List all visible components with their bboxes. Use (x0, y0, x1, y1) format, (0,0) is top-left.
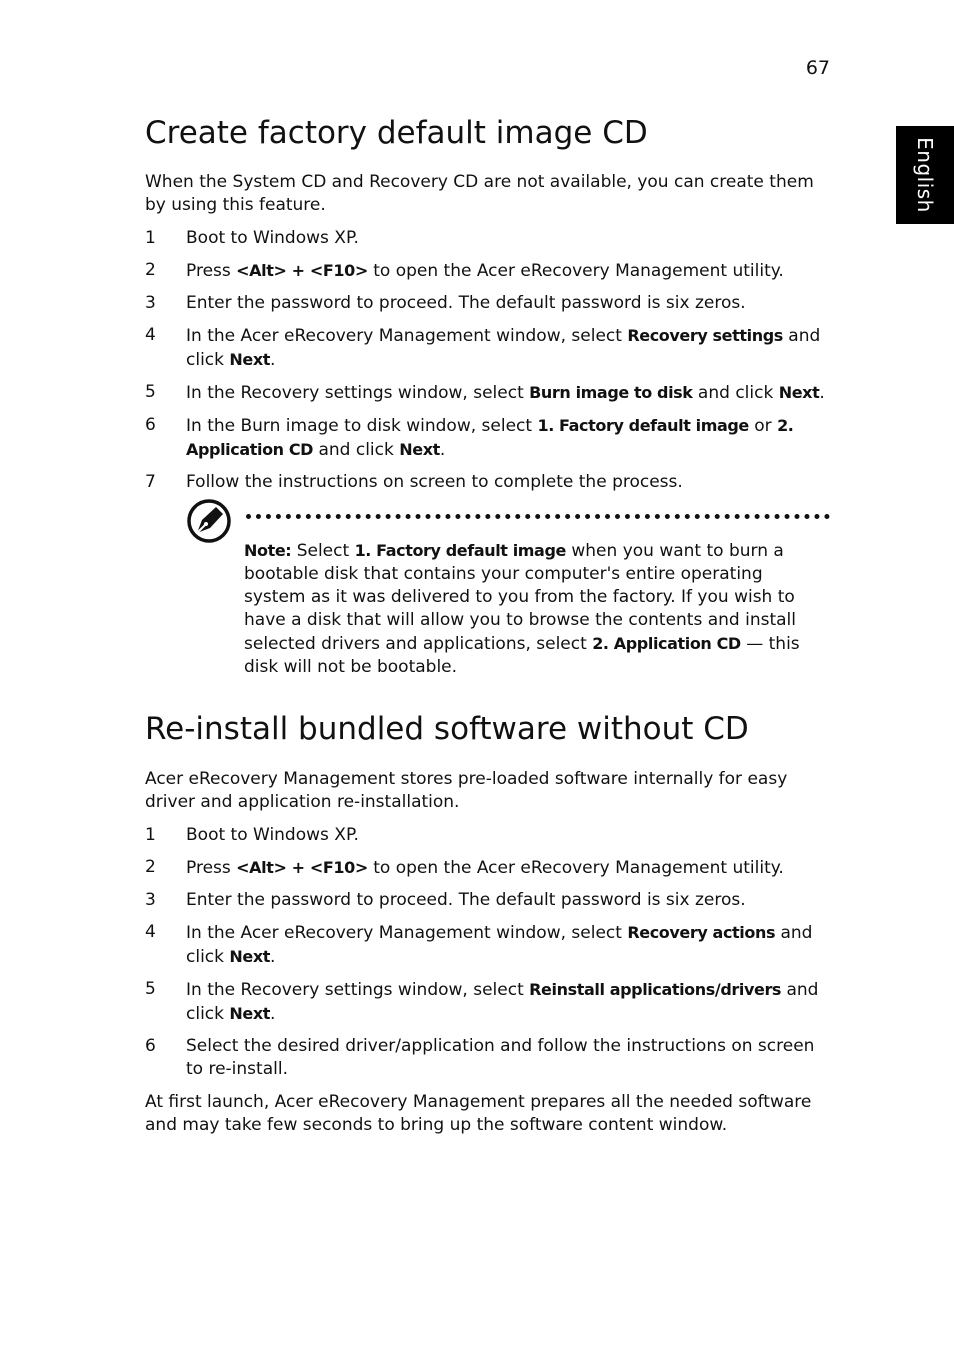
bold-term: Next (778, 383, 820, 402)
list-item: 4 In the Acer eRecovery Management window, select Recovery actions and click Next. (145, 922, 813, 967)
list-item: 3 Enter the password to proceed. The default password is six zeros. (145, 293, 746, 313)
language-tab-label: English (913, 137, 937, 213)
step-number: 5 (145, 979, 156, 999)
step-number: 3 (145, 890, 156, 910)
list-item: 4 In the Acer eRecovery Management window, select Recovery settings and click Next. (145, 325, 821, 370)
bold-term: Recovery actions (627, 923, 776, 942)
list-item: 7 Follow the instructions on screen to complete the process. (145, 472, 683, 492)
step-number: 1 (145, 228, 156, 248)
note-divider (246, 514, 830, 519)
list-item: 6 Select the desired driver/application and follow the instructions on screen to re-install. (145, 1036, 815, 1079)
step-number: 4 (145, 922, 156, 942)
step-number: 2 (145, 857, 156, 877)
bold-term: 1. Factory default image (354, 541, 566, 560)
step-number: 6 (145, 1036, 156, 1056)
step-number: 2 (145, 260, 156, 280)
bold-term: Next (229, 350, 271, 369)
section2-title: Re-install bundled software without CD (145, 711, 749, 747)
step-number: 1 (145, 825, 156, 845)
bold-term: Next (229, 1004, 271, 1023)
bold-term: Next (229, 947, 271, 966)
list-item: 2 Press <Alt> + <F10> to open the Acer eRecovery Management utility. (145, 857, 784, 878)
list-item: 1 Boot to Windows XP. (145, 825, 359, 845)
bold-term: <Alt> + <F10> (236, 858, 368, 877)
note-pen-icon (186, 498, 232, 544)
bold-term: Next (399, 440, 440, 459)
list-item: 6 In the Burn image to disk window, select 1. Factory default image or 2. Application CD and click Next. (145, 415, 794, 460)
section2-intro: Acer eRecovery Management stores pre-loaded software internally for easy driver and application re-installation. (145, 769, 788, 812)
step-number: 6 (145, 415, 156, 435)
bold-term: Burn image to disk (529, 383, 693, 402)
list-item: 2 Press <Alt> + <F10> to open the Acer eRecovery Management utility. (145, 260, 784, 281)
section2-outro: At first launch, Acer eRecovery Management prepares all the needed software and may take few seconds to bring up the software content window. (145, 1092, 812, 1135)
step-number: 7 (145, 472, 156, 492)
section1-intro: When the System CD and Recovery CD are not available, you can create them by using this feature. (145, 172, 814, 215)
list-item: 5 In the Recovery settings window, select Reinstall applications/drivers and click Next. (145, 979, 819, 1024)
list-item: 1 Boot to Windows XP. (145, 228, 359, 248)
note-text: Note: Select 1. Factory default image when you want to burn a bootable disk that contains your computer's entire operating system as it was delivered to you from the factory. If you wish to have a disk that will allow you to browse the contents and install selected drivers and applications, select 2. Application CD — this disk will not be bootable. (244, 541, 800, 677)
step-number: 4 (145, 325, 156, 345)
list-item: 3 Enter the password to proceed. The default password is six zeros. (145, 890, 746, 910)
step-number: 3 (145, 293, 156, 313)
section1-steps (145, 227, 835, 503)
bold-term: 1. Factory default image (537, 416, 749, 435)
step-number: 5 (145, 382, 156, 402)
section1-title: Create factory default image CD (145, 115, 648, 151)
bold-term: Note: (244, 541, 292, 560)
bold-term: 2. Application CD (592, 634, 741, 653)
page-number: 67 (805, 57, 830, 79)
bold-term: 2. Application CD (186, 416, 794, 459)
list-item: 5 In the Recovery settings window, select Burn image to disk and click Next. (145, 382, 825, 403)
language-tab (896, 126, 954, 224)
bold-term: Recovery settings (627, 326, 783, 345)
bold-term: Reinstall applications/drivers (529, 980, 782, 999)
section2-steps (145, 824, 835, 1090)
bold-term: <Alt> + <F10> (236, 261, 368, 280)
